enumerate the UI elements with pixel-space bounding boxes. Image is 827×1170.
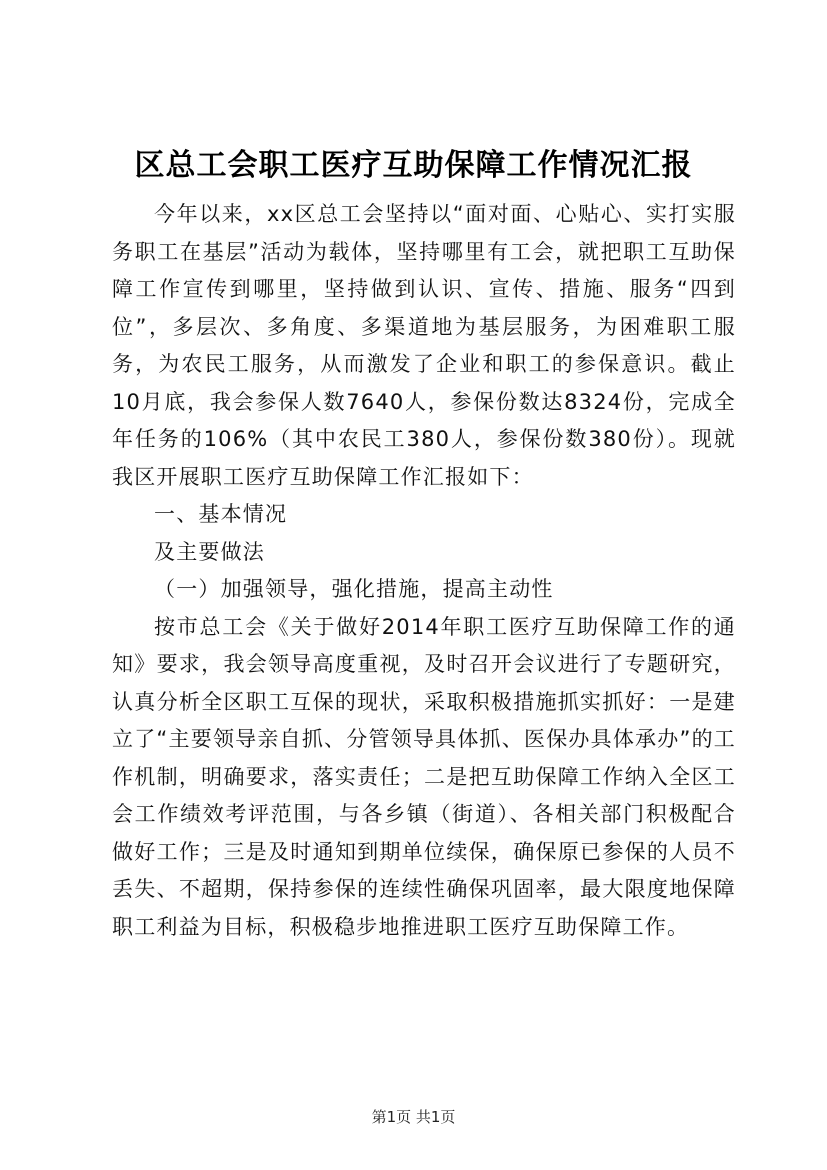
- page-footer: 第1页 共1页: [371, 1108, 456, 1126]
- subsection-heading-leadership: （一）加强领导，强化措施，提高主动性: [154, 577, 554, 601]
- section-heading-main-practices: 及主要做法: [154, 539, 265, 564]
- document-title: 区总工会职工医疗互助保障工作情况汇报: [134, 148, 693, 183]
- section-heading-basic-situation: 一、基本情况: [154, 502, 288, 526]
- intro-paragraph: 今年以来，xx区总工会坚持以“面对面、心贴心、实打实服务职工在基层”活动为载体，坚持哪里有工会，就把职工互助保障工作宣传到哪里，坚持做到认识、宣传、措施、服务“四到位”，多层次、多角度、多渠道地为基层服务，为困难职工服务，为农民工服务，从而激发了企业和职工的参保意识。截止10月底，我会参保人数7640人，参保份数达8324份，完成全年任务的106%（其中农民工380人，参保份数380份）。现就我区开展职工医疗互助保障工作汇报如下：: [112, 202, 736, 489]
- leadership-paragraph: 按市总工会《关于做好2014年职工医疗互助保障工作的通知》要求，我会领导高度重视，及时召开会议进行了专题研究，认真分析全区职工互保的现状，采取积极措施抓实抓好：一是建立了“主要领导亲自抓、分管领导具体抓、医保办具体承办”的工作机制，明确要求，落实责任；二是把互助保障工作纳入全区工会工作绩效考评范围，与各乡镇（街道）、各相关部门积极配合做好工作；三是及时通知到期单位续保，确保原已参保的人员不丢失、不超期，保持参保的连续性确保巩固率，最大限度地保障职工利益为目标，积极稳步地推进职工医疗互助保障工作。: [112, 614, 736, 939]
- document-body: [112, 196, 736, 946]
